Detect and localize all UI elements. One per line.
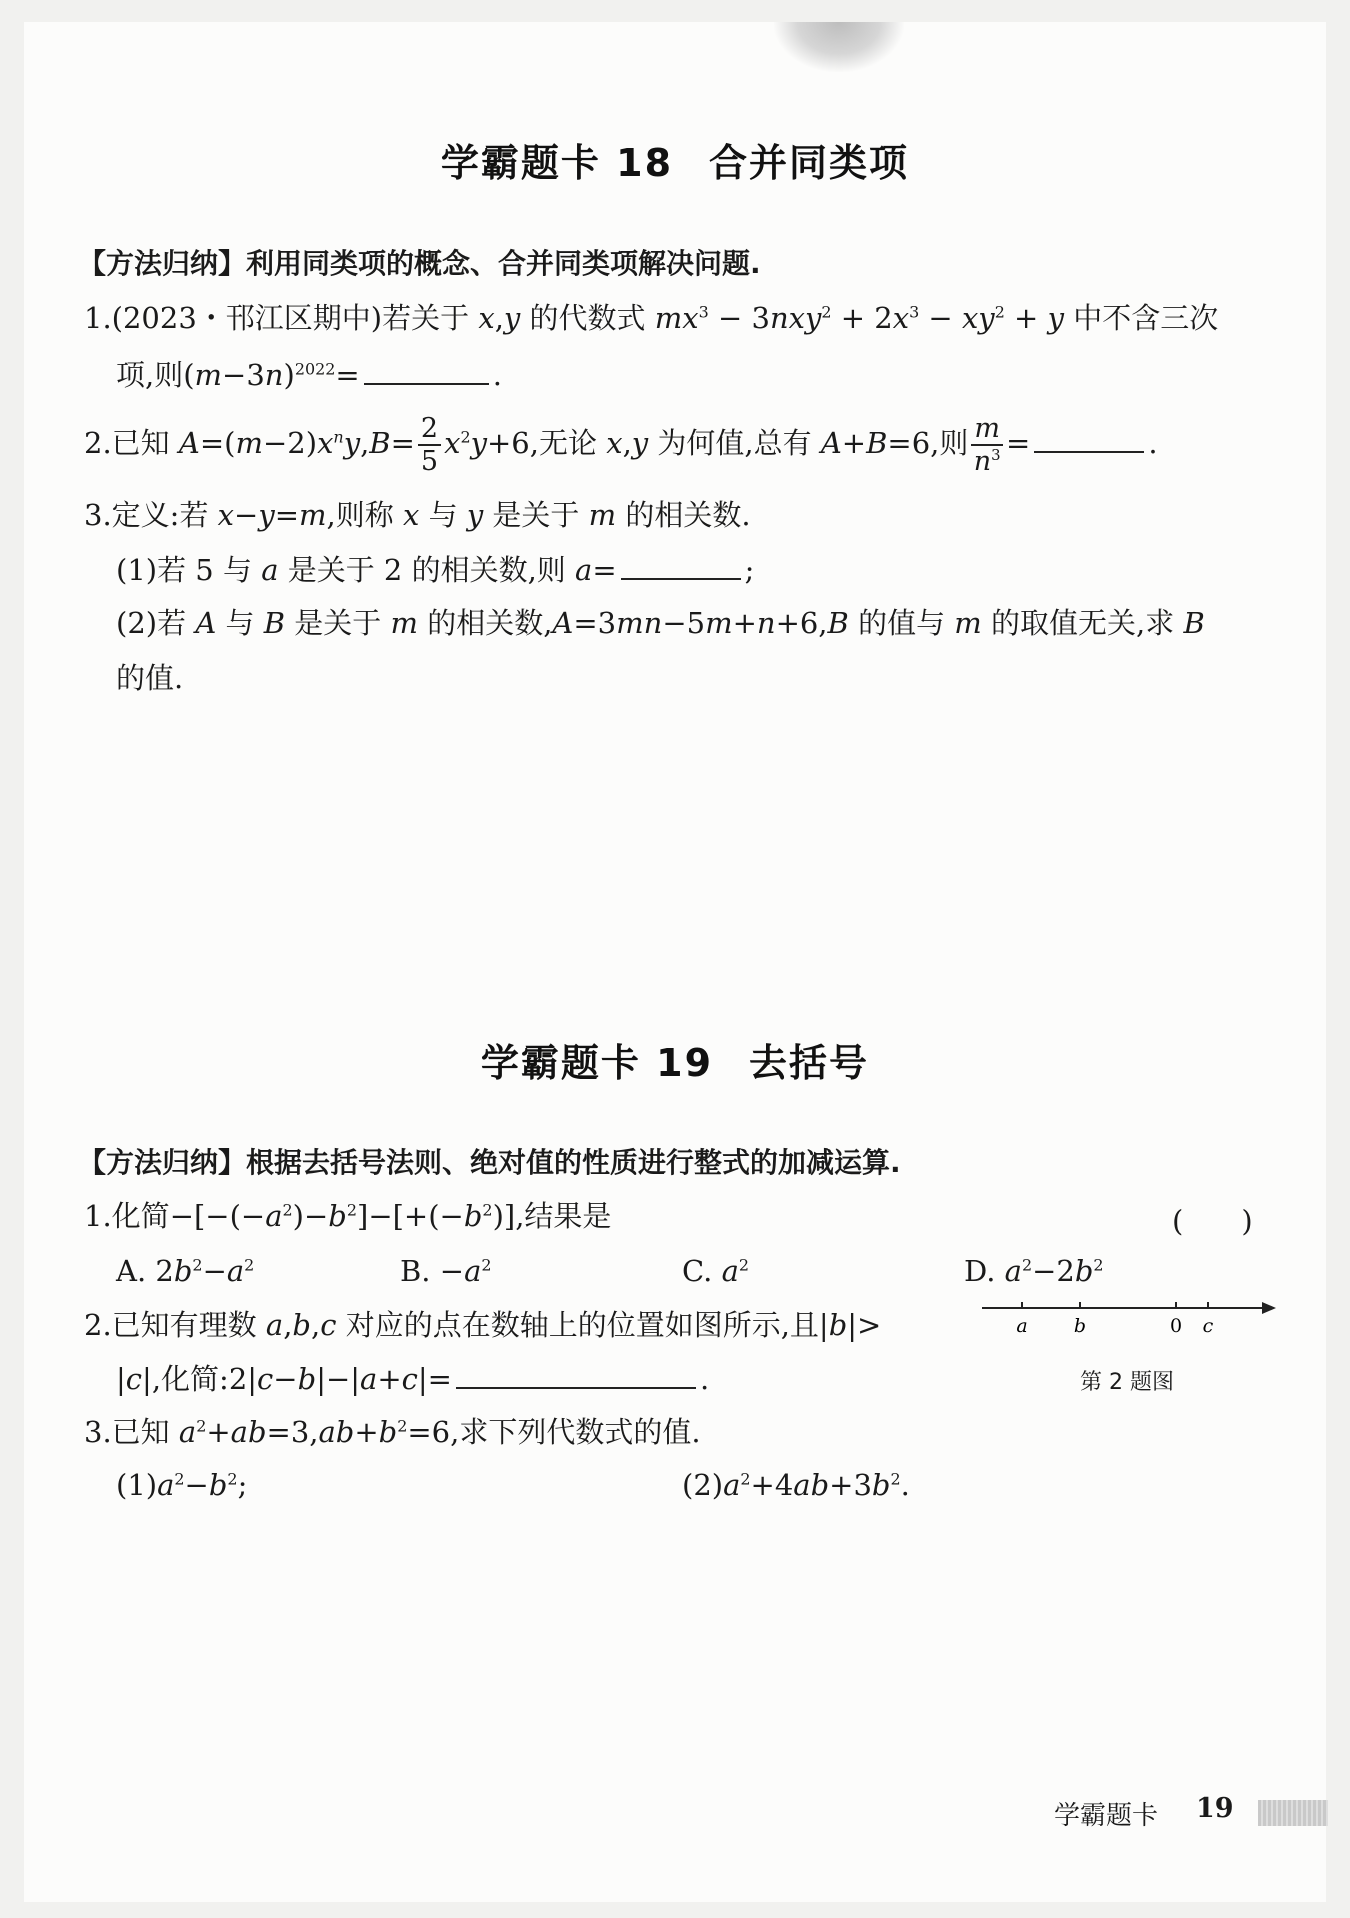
q1-source: (2023・邗江区期中) [111, 301, 383, 335]
footer-label: 学霸题卡 [1054, 1801, 1159, 1831]
footer-decoration [1258, 1800, 1328, 1826]
card19-title-number: 学霸题卡 19 [480, 1041, 714, 1085]
card18-title [0, 132, 1350, 187]
answer-blank[interactable] [456, 1381, 696, 1389]
option-a[interactable]: A. $2b^2-a^2$ [116, 1254, 255, 1288]
card18-q3-part2-end: 的值. [116, 661, 184, 695]
q1-number: 1. [84, 301, 112, 335]
card18-q3-part2: (2)若 A 与 B 是关于 m 的相关数,A=3mn−5m+n+6,B 的值与 m 的取值无关,求 B [116, 606, 1205, 640]
answer-blank[interactable] [364, 377, 489, 385]
number-line-figure [980, 1296, 1280, 1346]
answer-blank[interactable] [621, 572, 741, 580]
card19-q2-line2: |c|,化简:2|c−b|−|a+c|= . [116, 1362, 710, 1396]
fraction: $\frac{2}{5}$ [418, 415, 441, 475]
card18-q1-line2: 项,则$(m-3n)^{2022}=$ . [116, 358, 502, 392]
card18-q2: 2.已知 $A=(m-2)x^ny,B=$ $\frac{2}{5}$ $x^2y+6$,无论 x,y 为何值,总有 A+B=6,则 $\frac{m}{n^3}$ = . [84, 413, 1158, 477]
card19-q2-line1: 2.已知有理数 a,b,c 对应的点在数轴上的位置如图所示,且|b|> [84, 1308, 882, 1342]
label-c: c [1202, 1315, 1214, 1337]
card18-method: 【方法归纳】利用同类项的概念、合并同类项解决问题. [78, 247, 761, 280]
card19-method: 【方法归纳】根据去括号法则、绝对值的性质进行整式的加减运算. [78, 1146, 901, 1179]
card18-title-topic: 合并同类项 [709, 141, 910, 185]
page-number: 19 [1196, 1793, 1234, 1824]
card19-title-topic: 去括号 [749, 1041, 870, 1085]
ratio-fraction: $\frac{m}{n^3}$ [971, 415, 1003, 475]
option-d[interactable]: D. $a^2-2b^2$ [964, 1254, 1104, 1288]
label-a: a [1016, 1315, 1028, 1337]
label-0: 0 [1169, 1315, 1183, 1337]
choice-bracket[interactable]: ( ) [1172, 1204, 1253, 1238]
figure-caption: 第 2 题图 [1080, 1370, 1174, 1395]
card19-title [0, 1032, 1350, 1087]
card18-q3: 3.定义:若 x−y=m,则称 x 与 y 是关于 m 的相关数. [84, 498, 751, 532]
card18-q3-part1: (1)若 5 与 a 是关于 2 的相关数,则 a= ; [116, 553, 755, 587]
label-b: b [1073, 1315, 1087, 1337]
card18-title-number: 学霸题卡 18 [440, 141, 674, 185]
card19-q3-part2: $(2)a^2+4ab+3b^2$. [682, 1468, 910, 1502]
card19-q3-part1: $(1)a^2-b^2$; [116, 1468, 248, 1502]
number-line-arrow-icon [1262, 1302, 1276, 1314]
page-tab-shadow [774, 22, 904, 72]
option-c[interactable]: C. $a^2$ [682, 1254, 750, 1288]
card18-q1-line1: 1.(2023・邗江区期中)若关于 x,y 的代数式 $mx^3 - 3nxy^2 + 2x^3 - xy^2 + y$ 中不含三次 [84, 301, 1219, 335]
answer-blank[interactable] [1034, 445, 1144, 453]
card19-q1: 1.化简$-[-(-a^2)-b^2]-[+(-b^2)]$,结果是 [84, 1199, 612, 1233]
card19-q3: 3.已知 $a^2+ab=3,ab+b^2=6$,求下列代数式的值. [84, 1415, 701, 1449]
option-b[interactable]: B. $-a^2$ [400, 1254, 492, 1288]
